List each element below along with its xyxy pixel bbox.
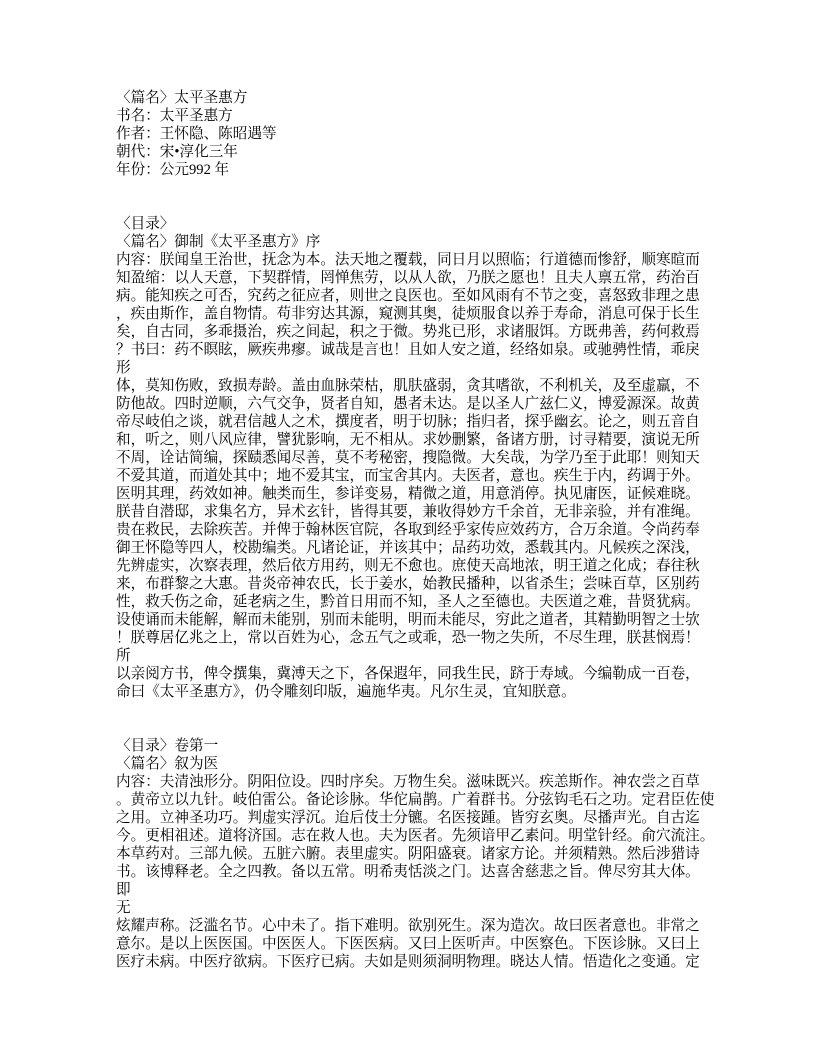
text-line: 知盈缩：以人天意，下契群情，罔惮焦劳，以从人欲，乃朕之愿也！且夫人禀五常，药治百 [116, 270, 700, 286]
blank-line [116, 197, 756, 215]
text-line: 设使诵而未能解，解而未能别，别而未能明，明而未能尽，穷此之道者，其精勤明智之士欤 [116, 612, 700, 628]
text-line: 防他故。四时逆顺，六气交争，贤者自知，愚者未达。是以圣人广兹仁义，博爱源深。故黄 [116, 396, 700, 412]
text-line: 〈篇名〉叙为医 [116, 756, 219, 772]
text-line: 炫耀声称。泛滥名节。心中未了。指下难明。欲别死生。深为造次。故曰医者意也。非常之 [116, 918, 700, 934]
text-line: 性，救夭伤之命，延老病之生，黔首日用而不知，圣人之至德也。夫医道之难，昔贤犹病。 [116, 594, 700, 610]
text-line: 〈篇名〉太平圣惠方 [116, 90, 248, 106]
text-line: 帝尽岐伯之谈，就君信越人之术，撰度者，明于切脉；指归者，探乎幽玄。论之，则五音自 [116, 414, 700, 430]
document-text [116, 89, 756, 971]
text-line: 本草药对。三部九候。五脏六腑。表里虚实。阴阳盛衰。诸家方论。并须精熟。然后涉猎诗 [116, 846, 700, 862]
text-line: 不周，诠诂简编，探赜悉闻尽善，莫不考秘密，搜隐微。大矣哉，为学乃至于此耶！则知天 [116, 450, 700, 466]
text-line: 和，听之，则八风应律，譬犹影响，无不相从。求妙删繁，备诸方册，讨寻精要，演说无所 [116, 432, 700, 448]
text-line: 所 [116, 648, 131, 664]
text-line: 不爱其道，而道处其中；地不爱其宝，而宝舍其内。夫医者，意也。疾生于内，药调于外。 [116, 468, 700, 484]
text-line: 体，莫知伤败，致损寿龄。盖由血脉荣枯，肌肤盛弱，贪其嗜欲，不利机关，及至虚羸，不 [116, 378, 700, 394]
text-line: 〈目录〉 [116, 216, 175, 232]
text-line: 以亲阅方书，俾令撰集，冀溥天之下，各保遐年，同我生民，跻于寿域。今编勒成一百卷， [116, 666, 700, 682]
text-line: 〈目录〉卷第一 [116, 738, 219, 754]
text-line: 书。该博释老。全之四教。备以五常。明希夷恬淡之门。达喜舍慈悲之旨。俾尽穷其大体。 [116, 864, 700, 880]
text-line: 来，布群黎之大惠。昔炎帝神农氏，长于姜水，始教民播种，以省杀生；尝味百草，区别药 [116, 576, 700, 592]
text-line: 年份：公元992 年 [116, 162, 230, 178]
text-line: 意尔。是以上医医国。中医医人。下医医病。又曰上医听声。中医察色。下医诊脉。又曰上 [116, 936, 700, 952]
text-line: 。黄帝立以九针。岐伯雷公。备论诊脉。华佗扁鹊。广着群书。分弦钩毛石之功。定君臣佐使 [116, 792, 715, 808]
text-line: 形 [116, 360, 131, 376]
text-line: 〈篇名〉御制《太平圣惠方》序 [116, 234, 321, 250]
blank-line [116, 719, 756, 737]
text-line: ，疾由斯作，盖自物情。苟非穷达其源，窥测其奥，徒烦服食以养于寿命，消息可保于长生 [116, 306, 700, 322]
text-line: ！朕尊居亿兆之上，常以百姓为心，念五气之或乖，恐一物之失所，不尽生理，朕甚悯焉！ [116, 630, 700, 646]
text-line: 命曰《太平圣惠方》，仍令雕刻印版，遍施华夷。凡尔生灵，宜知朕意。 [116, 684, 576, 700]
text-line: ？书曰：药不瞑眩，厥疾弗瘳。诚哉是言也！且如人安之道，经络如泉。或驰骋性情，乖戾 [116, 342, 700, 358]
text-line: 矣，自古同，多乖摄治，疾之间起，积之于微。势兆已形，求诸服饵。方既弗善，药何救焉 [116, 324, 700, 340]
text-line: 先辨虚实，次察表理，然后依方用药，则无不愈也。庶使天高地浓，明王道之化成；春往秋 [116, 558, 700, 574]
text-line: 今。更相祖述。道将济国。志在救人也。夫为医者。先须谙甲乙素问。明堂针经。俞穴流注。 [116, 828, 715, 844]
text-line: 御王怀隐等四人，校勘编类。凡诸论证，并该其中；品药功效，悉载其内。凡候疾之深浅， [116, 540, 700, 556]
text-line: 即 [116, 882, 131, 898]
text-line: 医疗未病。中医疗欲病。下医疗已病。夫如是则须洞明物理。晓达人情。悟造化之变通。定 [116, 954, 700, 970]
text-line: 病。能知疾之可否，究药之征应者，则世之良医也。至如风雨有不节之变，喜怒致非理之患 [116, 288, 700, 304]
text-line: 朕昔自潜邸，求集名方，异术玄针，皆得其要，兼收得妙方千余首，无非亲验，并有准绳。 [116, 504, 700, 520]
text-line: 之用。立神圣功巧。判虚实浮沉。迨后伎士分镳。名医接踵。皆穷玄奥。尽播声光。自古迄 [116, 810, 700, 826]
text-line: 贵在救民，去除疾苦。并俾于翰林医官院，各取到经乎家传应效药方，合万余道。令尚药奉 [116, 522, 700, 538]
text-line: 书名：太平圣惠方 [116, 108, 233, 124]
text-line: 内容：夫清浊形分。阴阳位设。四时序矣。万物生矣。滋味既兴。疾恙斯作。神农尝之百草 [116, 774, 700, 790]
text-line: 内容：朕闻皇王治世，抚念为本。法天地之覆载，同日月以照临；行道德而惨舒，顺寒暄而 [116, 252, 700, 268]
blank-line [116, 179, 756, 197]
text-line: 无 [116, 900, 131, 916]
blank-line [116, 701, 756, 719]
text-line: 医明其理，药效如神。触类而生，参详变易，精微之道，用意消停。执见庸医，证候难晓。 [116, 486, 700, 502]
text-line: 作者：王怀隐、陈昭遇等 [116, 126, 277, 142]
text-line: 朝代：宋•淳化三年 [116, 144, 238, 160]
